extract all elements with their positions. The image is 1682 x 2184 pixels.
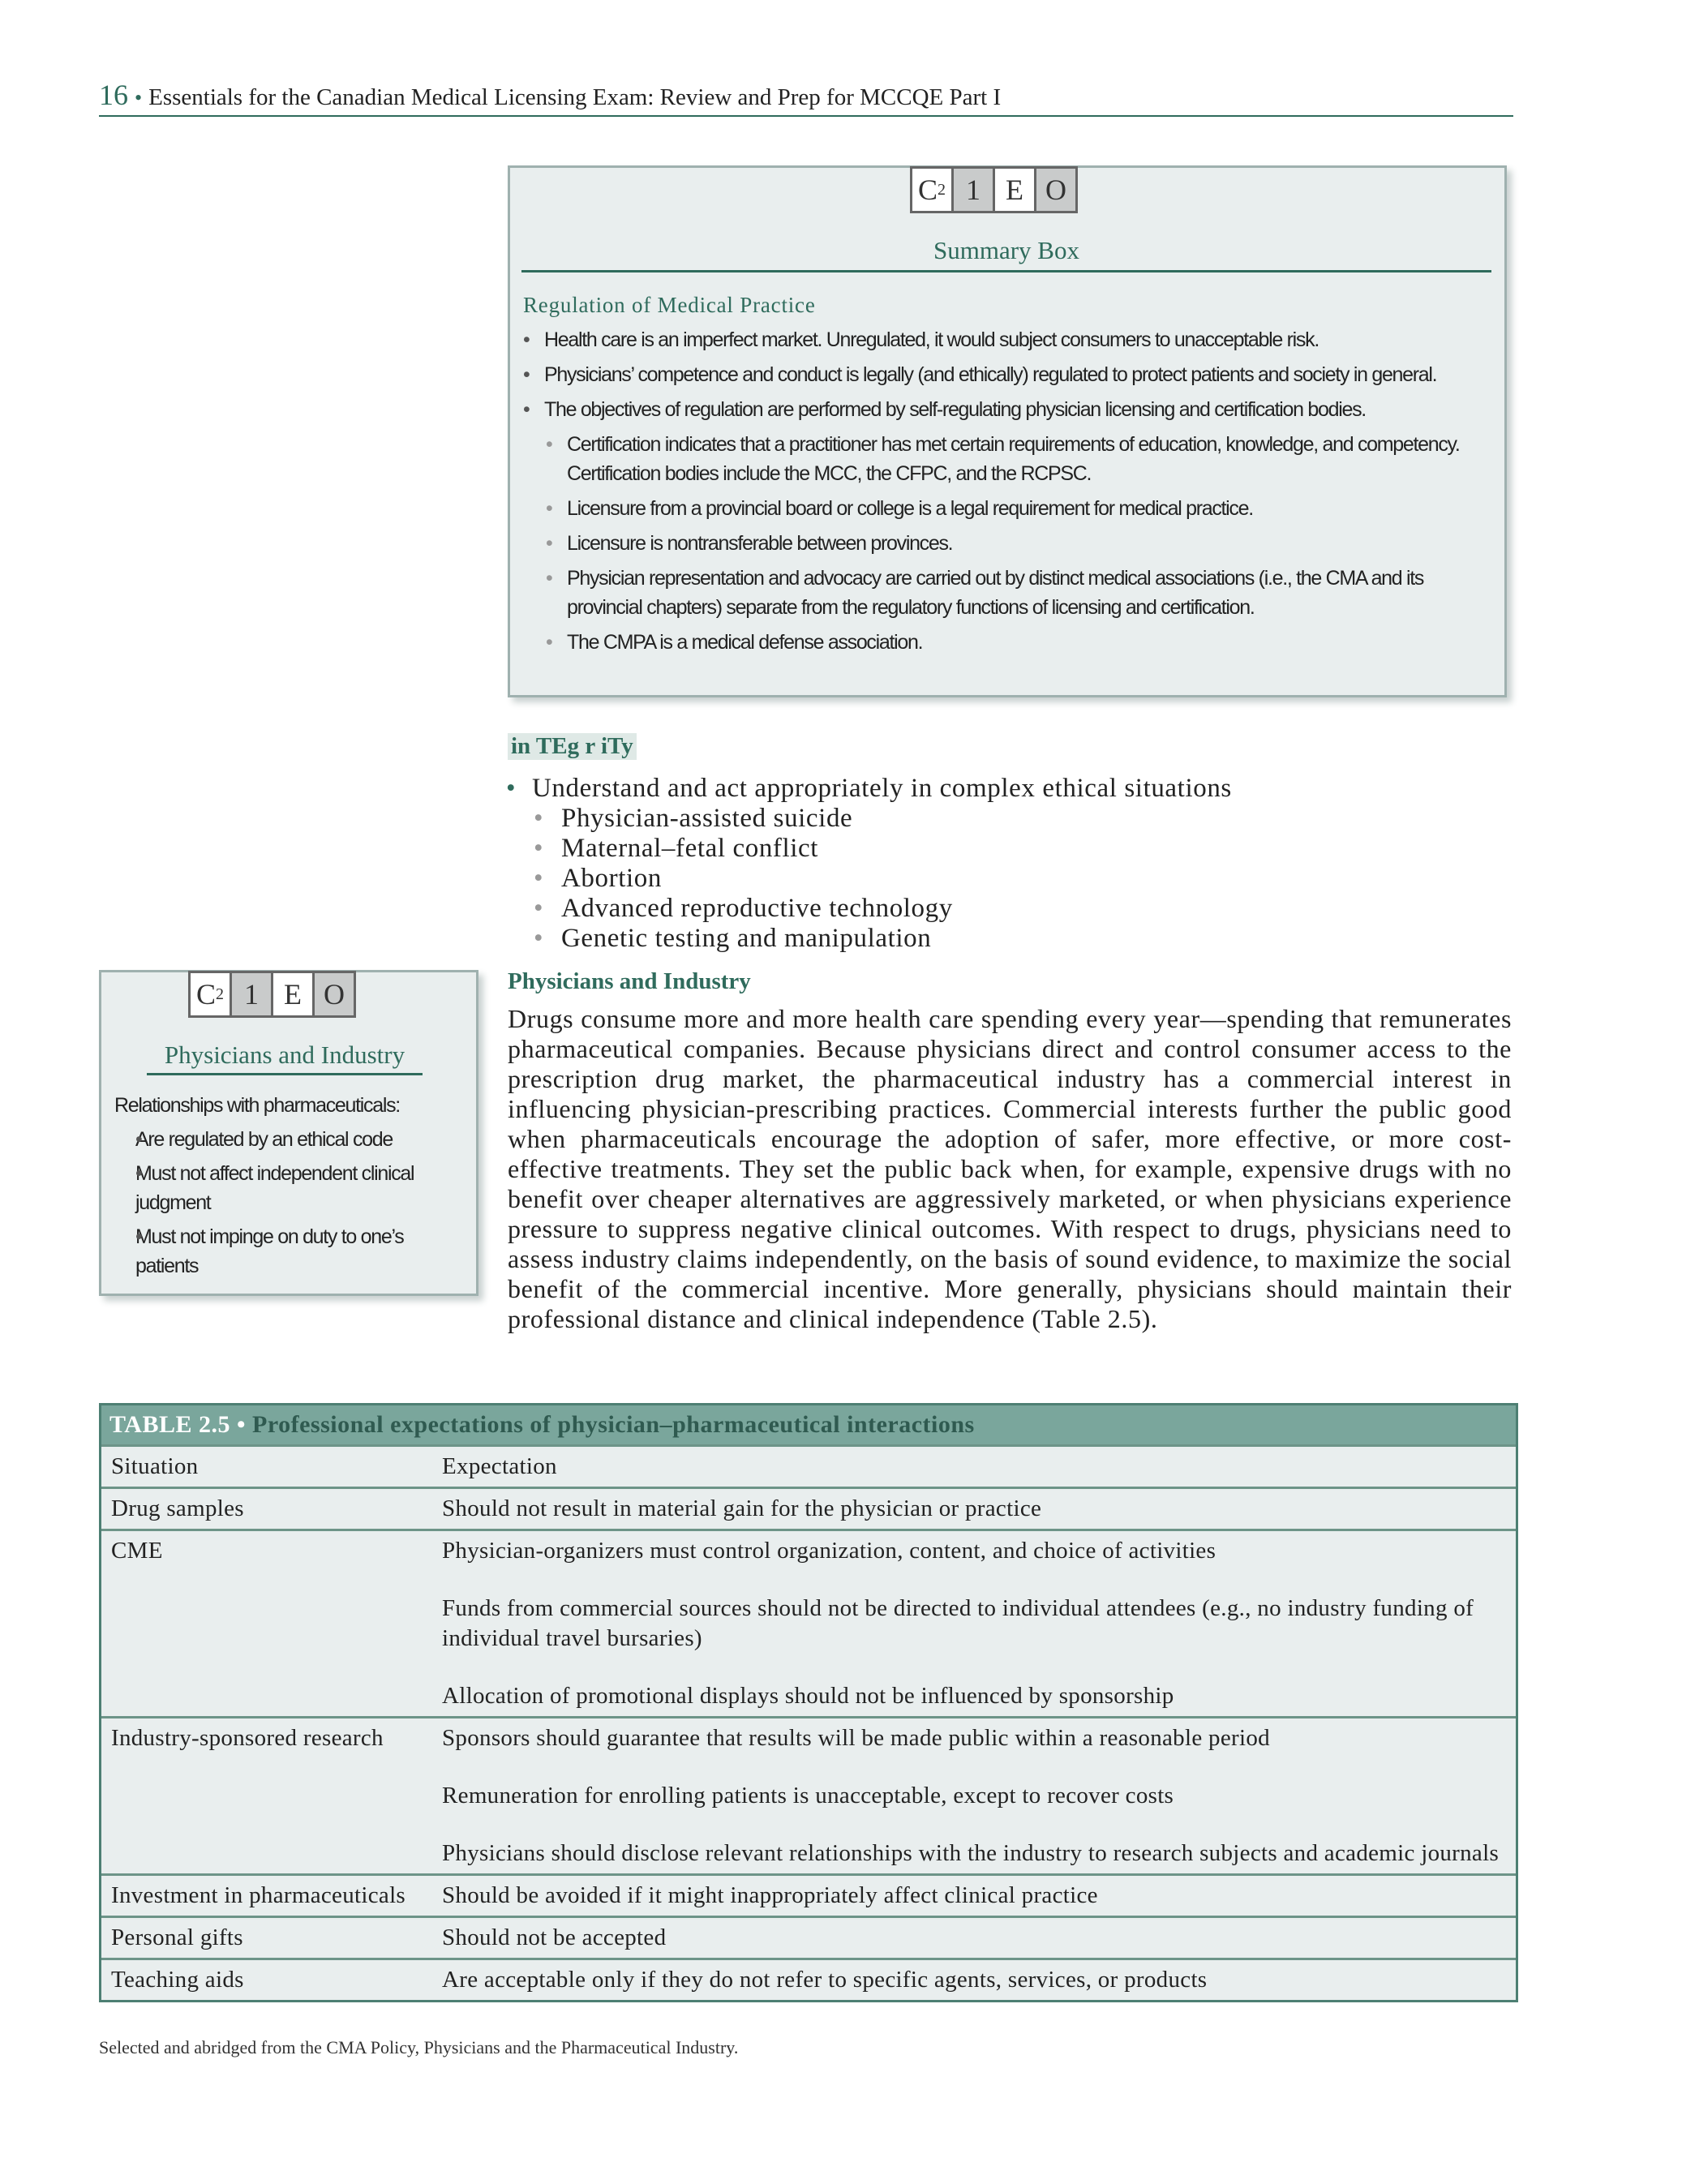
badge-o: O bbox=[312, 971, 356, 1018]
integrity-item: • Maternal–fetal conflict bbox=[504, 834, 1232, 864]
physicians-industry-paragraph: Drugs consume more and more health care spending every year—spending that remunerates pharmaceutical companies. Because physicians direct and control consumer access to the prescription drug market, the pharmaceutical industry has a commercial interest in influencing physician-prescribing practices. Commercial interests further the public good when pharmaceuticals encourage the adoption of safer, more effective, or more cost-effective treatments. They set the public back when, for example, expensive drugs with no benefit over cheaper alternatives are aggressively marketed, or when physicians experience pressure to suppress negative clinical outcomes. With respect to drugs, physicians need to assess industry claims independently, on the basis of sound evidence, to maximize the social benefit of the commercial incentive. More generally, physicians should maintain their professional distance and clinical independence (Table 2.5). bbox=[508, 1004, 1512, 1333]
summary-box-title: Summary Box bbox=[521, 236, 1491, 272]
side-list bbox=[114, 1125, 463, 1285]
badge-1: 1 bbox=[230, 971, 273, 1018]
situation-cell: Teaching aids bbox=[111, 1967, 244, 1993]
caption-separator: • bbox=[236, 1411, 252, 1438]
header-expectation: Expectation bbox=[442, 1453, 557, 1479]
table-row bbox=[101, 1916, 1516, 1958]
side-box-intro: Relationships with pharmaceuticals: bbox=[114, 1094, 400, 1117]
summary-item: • Physicians’ competence and conduct is legally (and ethically) regulated to protect patients and society in general. bbox=[521, 360, 1491, 389]
integrity-item: • Physician-assisted suicide bbox=[504, 804, 1232, 834]
expectation-text: Should not be accepted bbox=[442, 1924, 667, 1950]
side-objective-badge bbox=[191, 971, 356, 1018]
summary-item: • The objectives of regulation are performed by self-regulating physician licensing and certification bodies. bbox=[521, 395, 1491, 424]
expectation-cell bbox=[442, 1876, 1516, 1916]
summary-item: • The CMPA is a medical defense association. bbox=[521, 628, 1491, 657]
expectation-text: Allocation of promotional displays should not be influenced by sponsorship bbox=[442, 1683, 1174, 1709]
summary-item: • Licensure from a provincial board or college is a legal requirement for medical practice. bbox=[521, 494, 1491, 523]
expectation-cell bbox=[442, 1960, 1516, 2000]
expectation-text: Should not result in material gain for the physician or practice bbox=[442, 1495, 1042, 1521]
side-box bbox=[99, 970, 478, 1296]
side-item: • Must not impinge on duty to one’s patients bbox=[114, 1222, 463, 1281]
summary-item: • Health care is an imperfect market. Unregulated, it would subject consumers to unacceptable risk. bbox=[521, 325, 1491, 354]
summary-item: • Certification indicates that a practitioner has met certain requirements of education, knowledge, and competency. Certification bodies include the MCC, the CFPC, and the RCPSC. bbox=[521, 430, 1491, 488]
integrity-item: • Advanced reproductive technology bbox=[504, 894, 1232, 924]
situation-cell: Personal gifts bbox=[111, 1924, 243, 1950]
expectation-cell bbox=[442, 1489, 1516, 1529]
situation-cell: Industry-sponsored research bbox=[111, 1725, 384, 1751]
expectation-cell bbox=[442, 1531, 1516, 1716]
integrity-item: • Understand and act appropriately in complex ethical situations bbox=[504, 774, 1232, 804]
integrity-item: • Genetic testing and manipulation bbox=[504, 924, 1232, 954]
summary-box-heading: Regulation of Medical Practice bbox=[523, 293, 816, 317]
expectation-text: Are acceptable only if they do not refer to specific agents, services, or products bbox=[442, 1967, 1208, 1993]
summary-box bbox=[508, 165, 1507, 697]
table-row bbox=[101, 1487, 1516, 1529]
badge-e: E bbox=[271, 971, 315, 1018]
physicians-industry-heading: Physicians and Industry bbox=[508, 968, 751, 994]
table-header-row bbox=[101, 1444, 1516, 1487]
objective-badge bbox=[912, 166, 1078, 213]
badge-c2: C 2 bbox=[910, 166, 954, 213]
table-caption bbox=[101, 1405, 1516, 1444]
table-row bbox=[101, 1529, 1516, 1716]
integrity-heading: in TEg r iTy bbox=[508, 733, 637, 760]
expectation-text: Physicians should disclose relevant relationships with the industry to research subjects and academic journals bbox=[442, 1840, 1500, 1866]
summary-item: • Licensure is nontransferable between provinces. bbox=[521, 529, 1491, 558]
header-situation: Situation bbox=[111, 1453, 199, 1479]
book-title: Essentials for the Canadian Medical Licensing Exam: Review and Prep for MCCQE Part I bbox=[148, 84, 1002, 110]
table-row bbox=[101, 1716, 1516, 1873]
side-item: • Are regulated by an ethical code bbox=[114, 1125, 463, 1154]
table-number: TABLE 2.5 bbox=[109, 1411, 230, 1438]
situation-cell: Drug samples bbox=[111, 1495, 244, 1521]
summary-list bbox=[521, 325, 1491, 663]
expectation-cell bbox=[442, 1718, 1516, 1873]
badge-1: 1 bbox=[951, 166, 995, 213]
header-separator: • bbox=[135, 86, 143, 109]
table-caption-text: Professional expectations of physician–pharmaceutical interactions bbox=[252, 1411, 975, 1438]
situation-cell: CME bbox=[111, 1538, 163, 1564]
expectation-text: Should be avoided if it might inappropriately affect clinical practice bbox=[442, 1882, 1098, 1908]
table-body bbox=[101, 1487, 1516, 2000]
badge-o: O bbox=[1034, 166, 1078, 213]
table-row bbox=[101, 1873, 1516, 1916]
expectation-text: Sponsors should guarantee that results will be made public within a reasonable period bbox=[442, 1725, 1270, 1751]
expectation-text: Funds from commercial sources should not be directed to individual attendees (e.g., no industry funding of individual travel bursaries) bbox=[442, 1595, 1474, 1651]
side-box-title: Physicians and Industry bbox=[147, 1041, 423, 1075]
table-footnote: Selected and abridged from the CMA Policy, Physicians and the Pharmaceutical Industry. bbox=[99, 2037, 739, 2057]
expectation-text: Remuneration for enrolling patients is unacceptable, except to recover costs bbox=[442, 1783, 1174, 1809]
table-2-5 bbox=[99, 1403, 1518, 2002]
situation-cell: Investment in pharmaceuticals bbox=[111, 1882, 406, 1908]
badge-c2: C 2 bbox=[188, 971, 232, 1018]
integrity-list bbox=[504, 774, 1232, 954]
side-item: • Must not affect independent clinical judgment bbox=[114, 1159, 463, 1217]
expectation-cell bbox=[442, 1918, 1516, 1958]
page-number: 16 bbox=[99, 79, 128, 111]
table-row bbox=[101, 1958, 1516, 2000]
summary-item: • Physician representation and advocacy are carried out by distinct medical associations (i.e., the CMA and its provincial chapters) separate from the regulatory functions of licensing and certification. bbox=[521, 564, 1491, 622]
expectation-text: Physician-organizers must control organization, content, and choice of activities bbox=[442, 1538, 1216, 1564]
integrity-item: • Abortion bbox=[504, 864, 1232, 894]
badge-e: E bbox=[993, 166, 1036, 213]
running-header bbox=[99, 78, 1513, 117]
